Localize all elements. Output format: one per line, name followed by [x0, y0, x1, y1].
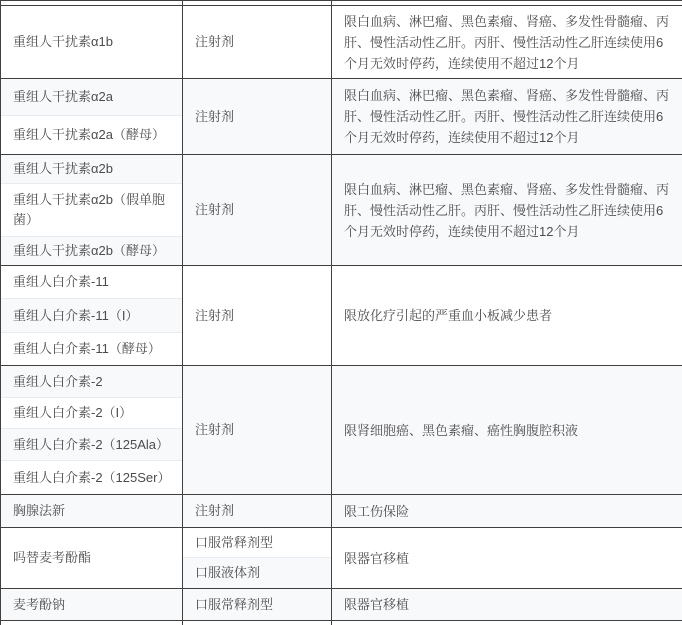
- drug-cell: 重组人干扰素α2a（酵母）: [1, 116, 183, 155]
- form-cell: 注射剂: [183, 495, 332, 528]
- form-cell: 注射剂: [183, 155, 332, 266]
- drug-cell: 重组人白介素-11: [1, 266, 183, 299]
- form-cell: 注射剂: [183, 79, 332, 155]
- restriction-cell: 限器官移植: [332, 528, 682, 589]
- drug-cell: 重组人白介素-11（酵母）: [1, 333, 183, 366]
- drug-cell: 重组人干扰素α2b（假单胞菌）: [1, 184, 183, 237]
- table-row: [1, 155, 682, 184]
- drug-cell: 重组人干扰素α1b: [1, 6, 183, 79]
- restriction-cell: 限肾细胞癌、黑色素瘤、癌性胸腹腔积液: [332, 366, 682, 495]
- drug-cell: 重组人白介素-2（I）: [1, 398, 183, 429]
- drug-cell: 重组人干扰素α2b（酵母）: [1, 237, 183, 266]
- table-row: [1, 528, 682, 558]
- table-row: [1, 589, 682, 621]
- form-cell: 注射剂: [183, 266, 332, 366]
- drug-cell: 胸腺法新: [1, 495, 183, 528]
- form-cell: 注射剂: [183, 6, 332, 79]
- restriction-cell: 限放化疗引起的严重血小板减少患者: [332, 266, 682, 366]
- drug-cell: 重组人白介素-2: [1, 366, 183, 398]
- form-cell: 口服常释剂型: [183, 528, 332, 558]
- form-cell: [183, 621, 332, 625]
- table-row: [1, 6, 682, 79]
- clipped-row-bottom: [1, 621, 682, 625]
- table-row: [1, 495, 682, 528]
- form-cell: 口服常释剂型: [183, 589, 332, 621]
- restriction-cell: 限白血病、淋巴瘤、黑色素瘤、肾癌、多发性骨髓瘤、丙肝、慢性活动性乙肝。丙肝、慢性活动性乙肝连续使用6个月无效时停药，连续使用不超过12个月: [332, 6, 682, 79]
- drug-cell: 重组人干扰素α2a: [1, 79, 183, 116]
- drug-cell: 重组人白介素-2（125Ala）: [1, 429, 183, 461]
- restriction-cell: 限白血病、淋巴瘤、黑色素瘤、肾癌、多发性骨髓瘤、丙肝、慢性活动性乙肝。丙肝、慢性活动性乙肝连续使用6个月无效时停药，连续使用不超过12个月: [332, 79, 682, 155]
- drug-cell: 重组人白介素-11（I）: [1, 299, 183, 333]
- form-cell: 注射剂: [183, 366, 332, 495]
- drug-cell: 麦考酚钠: [1, 589, 183, 621]
- drug-cell: 重组人白介素-2（125Ser）: [1, 461, 183, 495]
- restriction-cell: 限工伤保险: [332, 495, 682, 528]
- drug-cell: [1, 621, 183, 625]
- table-row: [1, 79, 682, 116]
- form-cell: 口服液体剂: [183, 558, 332, 589]
- table-row: [1, 366, 682, 398]
- drug-cell: 重组人干扰素α2b: [1, 155, 183, 184]
- drug-cell: 吗替麦考酚酯: [1, 528, 183, 589]
- table-row: [1, 266, 682, 299]
- restriction-cell: 限白血病、淋巴瘤、黑色素瘤、肾癌、多发性骨髓瘤、丙肝、慢性活动性乙肝。丙肝、慢性活动性乙肝连续使用6个月无效时停药，连续使用不超过12个月: [332, 155, 682, 266]
- restriction-cell: [332, 621, 682, 625]
- restriction-cell: 限器官移植: [332, 589, 682, 621]
